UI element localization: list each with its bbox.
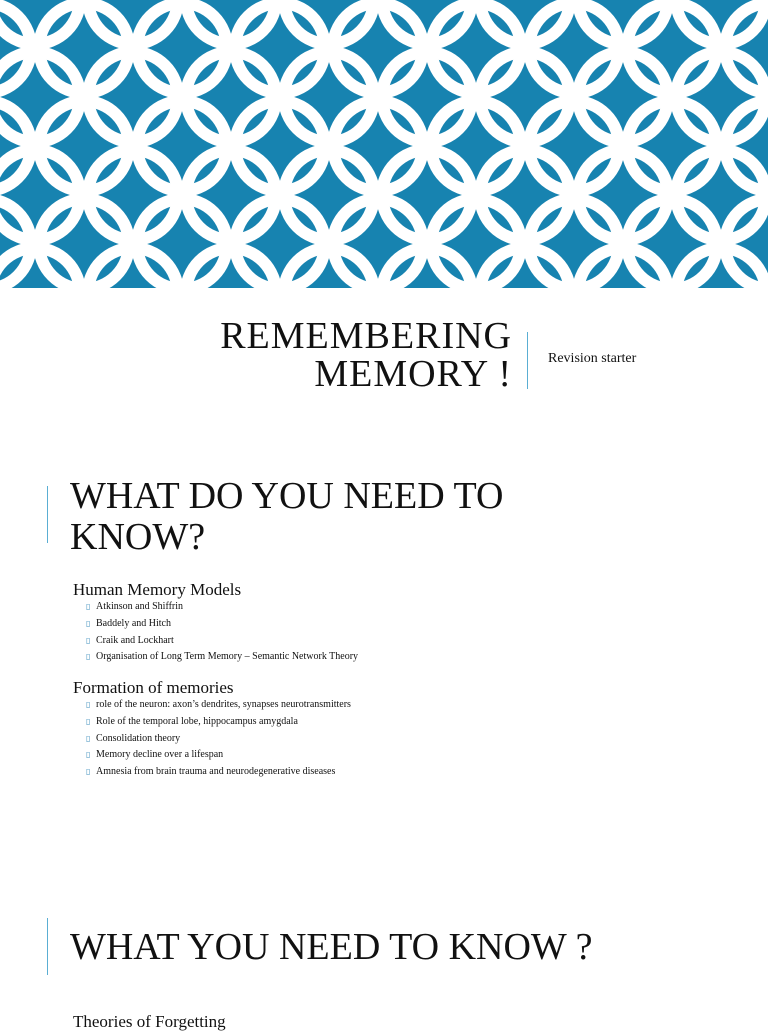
list-item: ▯ Organisation of Long Term Memory – Semantic Network Theory <box>86 649 358 666</box>
section-title-memory-models: Human Memory Models <box>73 580 242 599</box>
slide-title-line2: MEMORY ! <box>314 353 512 395</box>
arrow-bullet-icon: ▯ <box>86 635 91 645</box>
section-title-forgetting: Theories of Forgetting <box>73 1012 226 1031</box>
arrow-bullet-icon: ▯ <box>86 618 91 628</box>
list-item: ▯ Memory decline over a lifespan <box>86 747 351 764</box>
section-title-formation: Formation of memories <box>73 678 234 697</box>
memory-models-list <box>86 599 358 666</box>
arrow-bullet-icon: ▯ <box>86 602 91 611</box>
list-item: ▯ Baddely and Hitch <box>86 616 358 633</box>
arrow-bullet-icon: ▯ <box>86 700 91 709</box>
arrow-bullet-icon: ▯ <box>86 652 91 662</box>
list-item: ▯ Consolidation theory <box>86 731 351 748</box>
slide-subtitle: Revision starter <box>548 351 637 366</box>
formation-list <box>86 697 351 781</box>
slide-title-line1: REMEMBERING <box>220 315 512 357</box>
arrow-bullet-icon: ▯ <box>86 716 91 726</box>
banner-ring-pattern <box>0 0 768 288</box>
slide2-heading-line1: WHAT DO YOU NEED TO <box>70 475 504 517</box>
slide-title <box>0 317 512 393</box>
circle-pattern-graphic <box>0 0 768 288</box>
list-item: ▯ Amnesia from brain trauma and neurodegenerative diseases <box>86 764 351 781</box>
list-item: ▯ role of the neuron: axon’s dendrites, synapses neurotransmitters <box>86 697 351 714</box>
slide2-heading-line2: KNOW? <box>70 516 206 558</box>
heading-accent-bar <box>47 486 48 543</box>
slide2-heading <box>70 476 503 558</box>
list-item: ▯ Craik and Lockhart <box>86 633 358 650</box>
heading-accent-bar <box>47 918 48 975</box>
slide3-heading: WHAT YOU NEED TO KNOW ? <box>70 926 593 968</box>
title-divider <box>527 332 528 389</box>
list-item: ▯ Atkinson and Shiffrin <box>86 599 358 616</box>
list-item: ▯ Role of the temporal lobe, hippocampus amygdala <box>86 714 351 731</box>
arrow-bullet-icon: ▯ <box>86 750 91 760</box>
pattern-banner <box>0 0 768 288</box>
arrow-bullet-icon: ▯ <box>86 733 91 743</box>
arrow-bullet-icon: ▯ <box>86 767 91 777</box>
